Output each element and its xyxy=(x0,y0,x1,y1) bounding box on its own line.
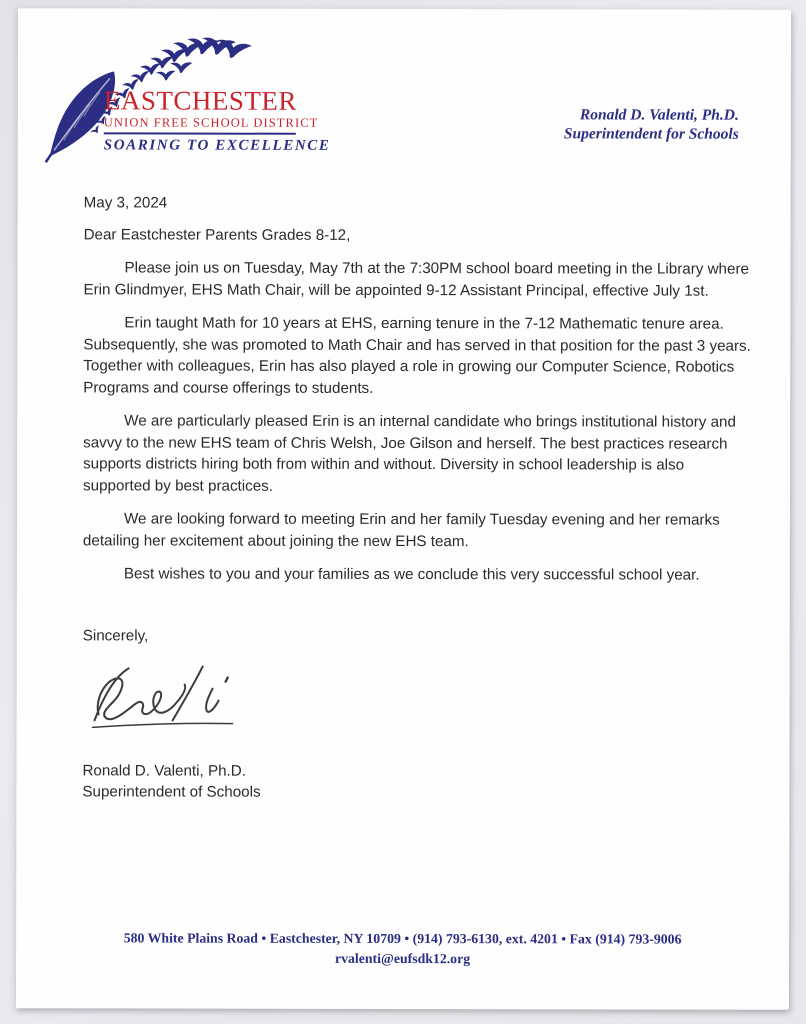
district-logo xyxy=(44,34,374,170)
paragraph-1: Please join us on Tuesday, May 7th at the 7:30PM school board meeting in the Library where Erin Glindmyer, EHS Math Chair, will be appointed 9-12 Assistant Principal, effective July 1st. xyxy=(83,259,749,300)
paragraph-4: We are looking forward to meeting Erin and her family Tuesday evening and her remarks detailing her excitement about joining the new EHS team. xyxy=(82,510,720,550)
district-subtitle: UNION FREE SCHOOL DISTRICT xyxy=(103,115,319,130)
letter-body xyxy=(82,192,751,803)
paragraph-5: Best wishes to you and your families as we conclude this very successful school year. xyxy=(123,565,700,584)
logo-divider xyxy=(104,132,296,134)
superintendent-name: Ronald D. Valenti, Ph.D. xyxy=(579,106,739,124)
footer-address: 580 White Plains Road • Eastchester, NY 10709 • (914) 793-6130, ext. 4201 • Fax (914) 793-9006 xyxy=(123,930,682,947)
signature-icon xyxy=(85,654,285,746)
signatory-title: Superintendent of Schools xyxy=(82,783,261,801)
paragraph-3: We are particularly pleased Erin is an internal candidate who brings institutional history and savvy to the new EHS team of Chris Welsh, Joe Gilson and herself. The best practices research supports districts hiring both from within and without. Diversity in school leadership is also supported by best practices. xyxy=(83,412,736,495)
footer-email: rvalenti@eufsdk12.org xyxy=(334,950,471,967)
closing: Sincerely, xyxy=(82,626,149,644)
letter-page xyxy=(16,8,791,1010)
paragraph-2: Erin taught Math for 10 years at EHS, earning tenure in the 7-12 Mathematic tenure area. Subsequently, she was promoted to Math Chair and has served in that position for the past 3 years. Together with colleagues, Erin has also played a role in growing our Computer Science, Robotics Programs and course offerings to students. xyxy=(83,314,751,397)
footer xyxy=(16,928,789,970)
superintendent-block xyxy=(564,105,739,143)
district-name: EASTCHESTER xyxy=(103,85,297,116)
salutation: Dear Eastchester Parents Grades 8-12, xyxy=(83,225,351,244)
superintendent-title: Superintendent for Schools xyxy=(563,125,739,143)
signatory-name: Ronald D. Valenti, Ph.D. xyxy=(82,762,246,780)
letter-date: May 3, 2024 xyxy=(83,194,168,212)
district-tagline: SOARING TO EXCELLENCE xyxy=(103,137,331,154)
